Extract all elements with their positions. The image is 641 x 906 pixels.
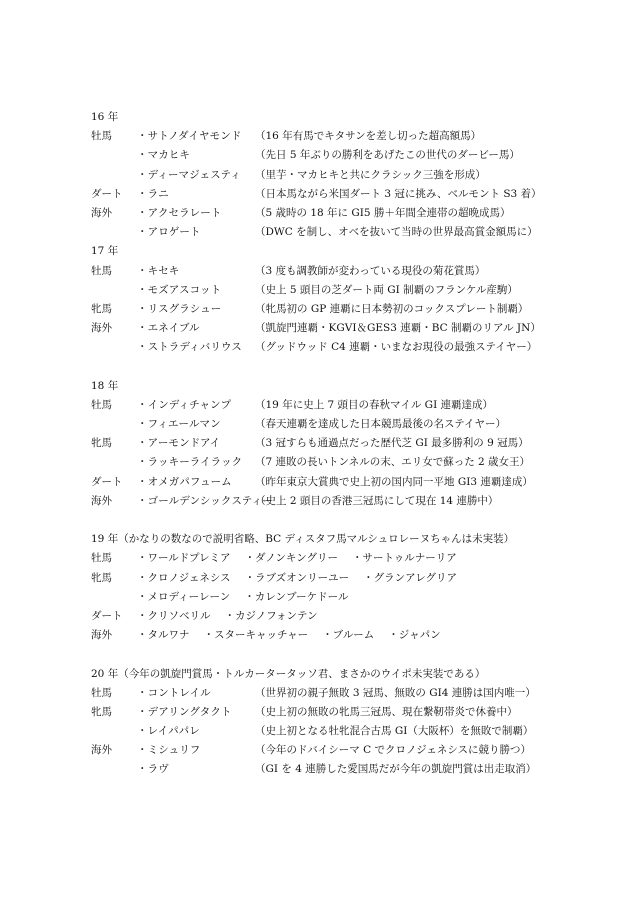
- year-header: 16 年: [91, 111, 119, 123]
- category-label: 牝馬: [91, 437, 112, 450]
- horse-entry: [91, 146, 591, 165]
- horse-note: （史上 2 頭目の香港三冠馬にして現在 14 連勝中）: [255, 494, 499, 507]
- horse-entry: [91, 281, 591, 300]
- horse-note: （5 歳時の 18 年に GI5 勝＋年間全連帯の超晩成馬）: [255, 206, 511, 219]
- horse-note: （世界初の親子無敗 3 冠馬、無敗の GI4 連勝は国内唯一）: [255, 686, 536, 699]
- horse-name: ・アロゲート: [137, 226, 201, 239]
- category-label: 海外: [91, 629, 112, 642]
- horse-note: （日本馬ながら米国ダート 3 冠に挑み、ベルモント S3 着）: [255, 187, 542, 200]
- horse-note: （今年のドバイシーマ C でクロノジェネシスに競り勝つ）: [255, 744, 532, 757]
- blank-line: [91, 357, 591, 376]
- horse-name: ・ダノンキングリー: [244, 552, 339, 565]
- horse-entry: [91, 185, 591, 204]
- horse-name: ・グランアレグリア: [363, 571, 458, 584]
- category-label: ダート: [91, 609, 123, 622]
- horse-note: （牝馬初の GP 連覇に日本勢初のコックスプレート制覇）: [255, 302, 529, 315]
- horse-note: （先日 5 年ぶりの勝利をあげたこの世代のダービー馬）: [255, 149, 520, 162]
- horse-note: （春天連覇を達成した日本競馬最後の名ステイヤー）: [255, 418, 507, 431]
- horse-entry: [91, 741, 591, 760]
- horse-name-list: [137, 549, 471, 568]
- horse-name: ・インディチャンプ: [137, 398, 232, 411]
- horse-name: ・フィエールマン: [137, 418, 221, 431]
- horse-entry: [91, 415, 591, 434]
- category-label: 海外: [91, 494, 112, 507]
- horse-entry: [91, 223, 591, 242]
- horse-note: （16 年有馬でキタサンを差し切った超高額馬）: [255, 130, 482, 143]
- horse-name-list: [137, 588, 362, 607]
- horse-name: ・カレンブーケドール: [244, 590, 349, 603]
- horse-name: ・タルワナ: [137, 629, 190, 642]
- category-label: 牡馬: [91, 130, 112, 143]
- horse-name: ・アクセラレート: [137, 206, 222, 219]
- horse-name: ・マカヒキ: [137, 149, 190, 162]
- category-label: 牡馬: [91, 552, 112, 565]
- horse-name: ・コントレイル: [137, 686, 211, 699]
- horse-note: （DWC を制し、オベを抜いて当時の世界最高賞金額馬に）: [255, 226, 538, 239]
- year-section: [91, 242, 591, 357]
- horse-entry: [91, 473, 591, 492]
- horse-name: ・エネイブル: [137, 322, 200, 335]
- horse-note: （グッドウッド C4 連覇・いまなお現役の最強ステイヤー）: [255, 341, 538, 354]
- horse-note: （凱旋門連覇・KGVI＆GES3 連覇・BC 制覇のリアル JN）: [255, 322, 541, 335]
- year-header: 17 年: [91, 245, 119, 258]
- horse-name: ・ワールドプレミア: [137, 552, 231, 565]
- horse-name: ・ラヴ: [137, 763, 169, 776]
- horse-entry: [91, 434, 591, 453]
- horse-list-row: [91, 569, 591, 588]
- category-label: ダート: [91, 187, 123, 200]
- document-body: [91, 108, 591, 780]
- horse-entry: [91, 300, 591, 319]
- horse-entry: [91, 262, 591, 281]
- horse-entry: [91, 338, 591, 357]
- horse-name: ・ストラディバリウス: [137, 341, 242, 354]
- horse-name-list: [137, 569, 471, 588]
- horse-entry: [91, 453, 591, 472]
- horse-name: ・ミシュリフ: [137, 744, 201, 757]
- category-label: 海外: [91, 744, 112, 757]
- horse-entry: [91, 722, 591, 741]
- horse-name: ・ディーマジェスティ: [137, 168, 241, 181]
- category-label: 牝馬: [91, 705, 112, 718]
- horse-name-list: [137, 607, 332, 626]
- year-section: [91, 665, 591, 780]
- category-label: 牡馬: [91, 686, 112, 699]
- blank-line: [91, 645, 591, 664]
- horse-name: ・ラッキーライラック: [137, 456, 243, 469]
- horse-list-row: [91, 626, 591, 645]
- category-label: 牡馬: [91, 398, 112, 411]
- horse-name: ・アーモンドアイ: [137, 437, 221, 450]
- category-label: 海外: [91, 322, 112, 335]
- horse-name: ・ブルーム: [322, 629, 375, 642]
- horse-note: （GI を 4 連勝した愛国馬だが今年の凱旋門賞は出走取消）: [255, 763, 537, 776]
- horse-note: （史上初の無敗の牝馬三冠馬、現在繋靭帯炎で休養中）: [255, 705, 518, 718]
- horse-name-list: [137, 626, 455, 645]
- blank-line: [91, 511, 591, 530]
- horse-name: ・リスグラシュー: [137, 302, 222, 315]
- horse-list-row: [91, 549, 591, 568]
- horse-list-row: [91, 607, 591, 626]
- horse-name: ・モズアスコット: [137, 283, 222, 296]
- horse-entry: [91, 703, 591, 722]
- horse-note: （昨年東京大賞典で史上初の国内同一平地 GI3 連覇達成）: [255, 475, 533, 488]
- horse-name: ・オメガパフューム: [137, 475, 232, 488]
- horse-name: ・クリソベリル: [137, 609, 211, 622]
- category-label: ダート: [91, 475, 123, 488]
- year-section: [91, 377, 591, 511]
- horse-list-row: [91, 588, 591, 607]
- horse-note: （史上 5 頭目の芝ダート両 GI 制覇のフランケル産駒）: [255, 283, 518, 296]
- horse-name: ・クロノジェネシス: [137, 571, 231, 584]
- year-section: [91, 530, 591, 645]
- horse-name: ・メロディーレーン: [137, 590, 231, 603]
- horse-name: ・カジノフォンテン: [224, 609, 318, 622]
- category-label: 海外: [91, 206, 112, 219]
- horse-entry: [91, 760, 591, 779]
- horse-note: （里芋・マカヒキと共にクラシック三強を形成）: [255, 168, 486, 181]
- horse-entry: [91, 684, 591, 703]
- horse-entry: [91, 492, 591, 511]
- horse-name: ・ラニ: [137, 187, 169, 200]
- horse-note: （7 連敗の長いトンネルの末、エリ女で蘇った 2 歳女王）: [255, 456, 531, 469]
- horse-name: ・サートゥルナーリア: [352, 552, 457, 565]
- horse-entry: [91, 127, 591, 146]
- horse-name: ・ラブズオンリーユー: [244, 571, 350, 584]
- horse-name: ・サトノダイヤモンド: [137, 130, 242, 143]
- year-header: 18 年: [91, 379, 119, 392]
- year-section: [91, 108, 591, 242]
- category-label: 牡馬: [91, 264, 112, 277]
- category-label: 牝馬: [91, 302, 112, 315]
- horse-entry: [91, 166, 591, 185]
- horse-entry: [91, 204, 591, 223]
- horse-note: （19 年に史上 7 頭目の春秋マイル GI 連覇達成）: [255, 398, 494, 411]
- horse-entry: [91, 319, 591, 338]
- horse-note: （3 冠すらも通過点だった歴代芝 GI 最多勝利の 9 冠馬）: [255, 437, 529, 450]
- year-header: 19 年（かなりの数なので説明省略、BC ディスタフ馬マルシュロレーヌちゃんは未実装）: [91, 533, 515, 546]
- horse-name: ・レイパパレ: [137, 725, 200, 738]
- horse-name: ・ジャパン: [388, 629, 441, 642]
- horse-entry: [91, 396, 591, 415]
- horse-name: ・デアリングタクト: [137, 705, 232, 718]
- horse-note: （3 度も調教師が変わっている現役の菊花賞馬）: [255, 264, 486, 277]
- horse-name: ・キセキ: [137, 264, 180, 277]
- horse-note: （史上初となる牡牝混合古馬 GI（大阪杯）を無敗で制覇）: [255, 725, 534, 738]
- year-header: 20 年（今年の凱旋門賞馬・トルカータータッソ君、まさかのウイポ未実装である）: [91, 667, 486, 680]
- category-label: 牝馬: [91, 571, 112, 584]
- horse-name: ・スターキャッチャー: [203, 629, 309, 642]
- horse-name: ・ゴールデンシックスティー: [137, 494, 273, 507]
